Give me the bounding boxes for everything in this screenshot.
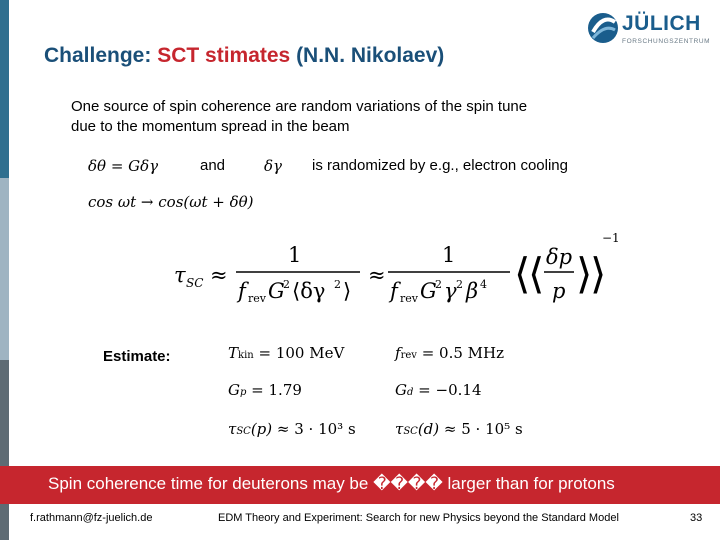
- side-accent-bar-bottom: [0, 360, 9, 540]
- g-p-number: 1.79: [268, 381, 302, 399]
- svg-text:f: f: [238, 279, 246, 303]
- footer-email: f.rathmann@fz-juelich.de: [30, 512, 153, 524]
- svg-text:⟩: ⟩: [590, 249, 607, 298]
- svg-text:⟨: ⟨: [528, 249, 545, 298]
- svg-text:⟩: ⟩: [343, 279, 352, 303]
- g-p-value: Gp = 1.79: [228, 381, 302, 399]
- tau-p-value: τSC(p) ≈ 3 · 10³ s: [228, 420, 356, 438]
- svg-text:≈: ≈: [368, 263, 386, 287]
- svg-text:≈: ≈: [210, 263, 228, 287]
- and-label: and: [200, 157, 226, 174]
- svg-text:τ: τ: [174, 263, 186, 287]
- slide-title: [44, 44, 444, 68]
- conclusion-text: Spin coherence time for deuterons may be ���� larger than for protons: [48, 474, 615, 493]
- svg-text:G: G: [268, 279, 285, 303]
- svg-text:2: 2: [334, 278, 341, 291]
- svg-text:2: 2: [435, 278, 442, 291]
- logo-wordmark: JÜLICH: [622, 12, 701, 35]
- svg-text:β: β: [466, 279, 479, 303]
- intro-paragraph: [71, 97, 641, 137]
- side-accent-bar-top: [0, 0, 9, 178]
- svg-text:⟩: ⟩: [576, 249, 593, 298]
- svg-text:p: p: [552, 279, 566, 303]
- svg-text:δp: δp: [546, 245, 573, 269]
- svg-text:rev: rev: [400, 292, 418, 305]
- title-prefix: Challenge:: [44, 44, 158, 67]
- svg-text:2: 2: [283, 278, 290, 291]
- tau-d-value: τSC(d) ≈ 5 · 10⁵ s: [395, 420, 523, 438]
- svg-text:4: 4: [480, 278, 487, 291]
- spin-phase-equation: δθ = Gδγ: [88, 157, 159, 175]
- g-d-value: Gd = −0.14: [395, 381, 482, 399]
- svg-text:2: 2: [456, 278, 463, 291]
- svg-text:⟨: ⟨: [514, 249, 531, 298]
- title-highlight: SCT stimates: [157, 44, 291, 67]
- tau-sc-formula: [170, 226, 620, 308]
- tau-p-number: ≈ 3 · 10³ s: [276, 420, 356, 438]
- t-kin-value: Tkin = 100 MeV: [228, 344, 345, 362]
- svg-text:f: f: [390, 279, 398, 303]
- tau-d-number: ≈ 5 · 10⁵ s: [443, 420, 523, 438]
- f-rev-value: frev = 0.5 MHz: [395, 344, 505, 362]
- footer-page-number: 33: [690, 512, 703, 524]
- estimate-label: Estimate:: [103, 348, 171, 365]
- side-accent-bar-middle: [0, 178, 9, 360]
- g-d-number: −0.14: [435, 381, 482, 399]
- intro-line-1: One source of spin coherence are random variations of the spin tune: [71, 98, 528, 115]
- svg-text:1: 1: [442, 243, 456, 267]
- svg-text:1: 1: [288, 243, 302, 267]
- svg-text:−1: −1: [602, 231, 620, 245]
- f-rev-number: 0.5 MHz: [439, 344, 505, 362]
- svg-text:SC: SC: [186, 276, 204, 290]
- title-suffix: (N.N. Nikolaev): [290, 44, 445, 67]
- svg-text:⟨δγ: ⟨δγ: [292, 279, 326, 303]
- intro-line-2: due to the momentum spread in the beam: [71, 118, 350, 135]
- delta-gamma-symbol: δγ: [264, 157, 282, 175]
- logo-subtitle: FORSCHUNGSZENTRUM: [622, 38, 711, 45]
- svg-text:rev: rev: [248, 292, 266, 305]
- cos-equation: cos ωt → cos(ωt + δθ): [88, 193, 254, 211]
- randomized-label: is randomized by e.g., electron cooling: [312, 157, 568, 174]
- svg-text:G: G: [420, 279, 437, 303]
- svg-text:γ: γ: [444, 279, 457, 303]
- t-kin-number: 100 MeV: [275, 344, 345, 362]
- footer-talk-title: EDM Theory and Experiment: Search for new Physics beyond the Standard Model: [218, 512, 619, 524]
